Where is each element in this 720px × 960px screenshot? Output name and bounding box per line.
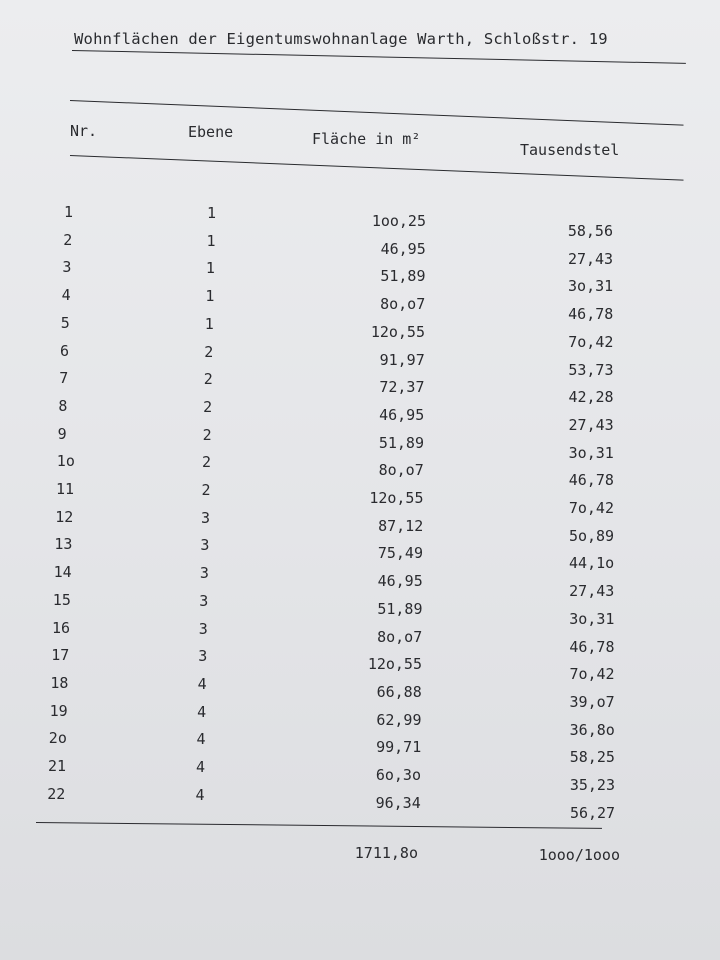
row-nr: 8 xyxy=(58,396,68,415)
row-ebene: 1 xyxy=(206,231,216,250)
row-tausendstel: 7o,42 xyxy=(569,665,615,684)
row-nr: 18 xyxy=(50,673,69,692)
row-ebene: 1 xyxy=(205,259,215,278)
row-tausendstel: 3o,31 xyxy=(569,609,615,628)
row-nr: 16 xyxy=(52,618,71,637)
row-flaeche: 6o,3o xyxy=(375,766,421,784)
row-nr: 6 xyxy=(60,341,70,360)
row-ebene: 3 xyxy=(199,564,209,583)
row-ebene: 3 xyxy=(199,591,209,610)
row-tausendstel: 36,8o xyxy=(569,720,615,739)
row-nr: 15 xyxy=(52,590,71,609)
row-nr: 3 xyxy=(62,258,72,277)
row-nr: 1o xyxy=(56,452,75,471)
table-top-rule xyxy=(70,100,684,126)
row-nr: 7 xyxy=(59,369,69,388)
row-ebene: 3 xyxy=(198,647,208,666)
row-flaeche: 12o,55 xyxy=(370,322,425,341)
row-flaeche: 66,88 xyxy=(376,682,422,701)
row-flaeche: 62,99 xyxy=(376,710,422,729)
row-ebene: 4 xyxy=(195,785,205,804)
row-flaeche: 46,95 xyxy=(380,239,426,258)
row-flaeche: 46,95 xyxy=(377,572,423,591)
row-tausendstel: 53,73 xyxy=(568,360,614,379)
row-ebene: 1 xyxy=(205,287,215,306)
row-nr: 9 xyxy=(57,424,67,443)
row-nr: 12 xyxy=(55,507,74,526)
row-nr: 13 xyxy=(54,535,73,554)
row-nr: 2 xyxy=(63,230,73,249)
row-tausendstel: 44,1o xyxy=(569,554,615,573)
row-tausendstel: 46,78 xyxy=(568,305,614,324)
total-tausendstel: 1ooo/1ooo xyxy=(538,846,620,864)
title-underline xyxy=(72,50,686,64)
row-nr: 5 xyxy=(60,313,70,332)
row-ebene: 1 xyxy=(207,204,217,222)
row-nr: 21 xyxy=(48,757,67,775)
row-flaeche: 96,34 xyxy=(375,793,421,812)
row-ebene: 4 xyxy=(197,674,207,693)
row-ebene: 1 xyxy=(204,314,214,333)
row-ebene: 2 xyxy=(204,342,214,361)
row-nr: 19 xyxy=(49,701,68,720)
row-ebene: 4 xyxy=(197,702,207,721)
row-flaeche: 51,89 xyxy=(377,599,423,618)
row-nr: 2o xyxy=(48,729,67,748)
row-flaeche: 1oo,25 xyxy=(371,212,426,230)
row-flaeche: 87,12 xyxy=(378,516,424,535)
row-tausendstel: 46,78 xyxy=(569,637,615,656)
header-nr: Nr. xyxy=(70,122,98,140)
row-tausendstel: 58,56 xyxy=(567,222,613,240)
row-tausendstel: 27,43 xyxy=(568,415,614,434)
row-tausendstel: 46,78 xyxy=(568,471,614,490)
row-ebene: 2 xyxy=(203,370,213,389)
row-flaeche: 46,95 xyxy=(379,405,425,424)
document-title: Wohnflächen der Eigentumswohnanlage Warth, Schloßstr. 19 xyxy=(74,30,608,48)
row-flaeche: 8o,o7 xyxy=(378,461,424,480)
row-nr: 4 xyxy=(61,286,71,305)
row-tausendstel: 27,43 xyxy=(567,249,614,268)
row-tausendstel: 58,25 xyxy=(569,748,615,767)
row-nr: 11 xyxy=(56,480,75,498)
row-flaeche: 12o,55 xyxy=(369,489,424,507)
row-ebene: 2 xyxy=(202,453,212,472)
row-nr: 14 xyxy=(53,563,72,582)
row-tausendstel: 39,o7 xyxy=(569,692,615,711)
row-tausendstel: 7o,42 xyxy=(568,499,614,517)
row-flaeche: 72,37 xyxy=(379,378,425,397)
row-nr: 22 xyxy=(47,784,66,803)
row-tausendstel: 27,43 xyxy=(569,582,615,601)
row-flaeche: 8o,o7 xyxy=(380,295,426,314)
table-bottom-rule xyxy=(36,822,602,829)
row-nr: 1 xyxy=(64,203,74,221)
row-flaeche: 8o,o7 xyxy=(377,627,423,646)
row-tausendstel: 35,23 xyxy=(569,776,615,794)
row-ebene: 3 xyxy=(200,536,210,555)
row-tausendstel: 42,28 xyxy=(568,388,614,407)
row-flaeche: 99,71 xyxy=(376,738,422,757)
row-ebene: 3 xyxy=(198,619,208,638)
row-tausendstel: 56,27 xyxy=(569,803,616,822)
row-tausendstel: 3o,31 xyxy=(568,277,614,296)
row-ebene: 4 xyxy=(196,758,206,776)
header-tausendstel: Tausendstel xyxy=(520,141,620,159)
row-nr: 17 xyxy=(51,646,70,665)
row-ebene: 3 xyxy=(200,508,210,527)
row-flaeche: 51,89 xyxy=(378,433,424,452)
row-flaeche: 75,49 xyxy=(377,544,423,563)
row-tausendstel: 5o,89 xyxy=(568,526,615,545)
row-tausendstel: 7o,42 xyxy=(568,332,614,351)
row-ebene: 2 xyxy=(203,397,213,416)
row-flaeche: 91,97 xyxy=(379,350,425,369)
row-ebene: 2 xyxy=(202,425,212,444)
row-flaeche: 12o,55 xyxy=(367,655,422,674)
total-flaeche: 1711,8o xyxy=(354,844,418,862)
row-ebene: 4 xyxy=(196,730,206,749)
row-tausendstel: 3o,31 xyxy=(568,443,614,462)
header-flaeche: Fläche in m² xyxy=(312,130,421,148)
header-ebene: Ebene xyxy=(188,123,234,141)
row-flaeche: 51,89 xyxy=(380,267,426,286)
row-ebene: 2 xyxy=(201,481,211,499)
